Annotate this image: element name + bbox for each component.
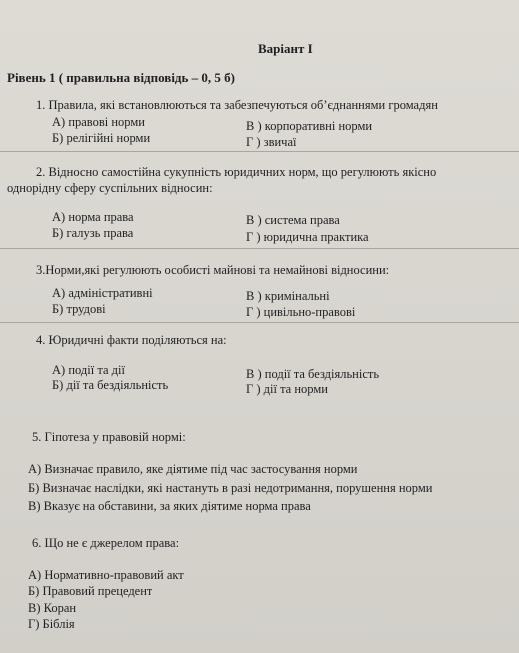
variant-title: Варіант І xyxy=(258,42,313,56)
level-heading: Рівень 1 ( правильна відповідь – 0, 5 б) xyxy=(7,71,235,85)
q1-option-g: Г ) звичаї xyxy=(246,135,297,149)
q4-option-v: В ) події та бездіяльність xyxy=(246,367,380,381)
question-2-cont: однорідну сферу суспільних відносин: xyxy=(7,181,213,195)
q6-option-v: В) Коран xyxy=(28,601,77,615)
q2-option-v: В ) система права xyxy=(246,213,340,227)
q5-option-v: В) Вказує на обставини, за яких діятиме норма права xyxy=(28,499,311,513)
q3-option-v: В ) кримінальні xyxy=(246,289,330,303)
question-5: 5. Гіпотеза у правовій нормі: xyxy=(32,430,186,444)
question-6: 6. Що не є джерелом права: xyxy=(32,536,180,550)
divider-1 xyxy=(0,151,519,152)
q4-option-g: Г ) дії та норми xyxy=(246,382,328,396)
q2-option-a: А) норма права xyxy=(52,210,134,224)
q5-option-a: А) Визначає правило, яке діятиме під час застосування норми xyxy=(28,462,358,476)
q6-option-a: А) Нормативно-правовий акт xyxy=(28,568,184,582)
q1-option-b: Б) релігійні норми xyxy=(52,131,151,145)
divider-2 xyxy=(0,248,519,249)
q3-option-a: А) адміністративні xyxy=(52,286,153,300)
q4-option-b: Б) дії та бездіяльність xyxy=(52,378,169,392)
q3-option-b: Б) трудові xyxy=(52,302,106,316)
question-4: 4. Юридичні факти поділяються на: xyxy=(36,333,227,347)
question-3: 3.Норми,які регулюють особисті майнові та немайнові відносини: xyxy=(36,263,390,277)
q2-option-b: Б) галузь права xyxy=(52,226,134,240)
divider-3 xyxy=(0,322,519,323)
q5-option-b: Б) Визначає наслідки, які настануть в разі недотримання, порушення норми xyxy=(28,481,433,495)
question-2: 2. Відносно самостійна сукупність юридичних норм, що регулюють якісно xyxy=(36,165,437,179)
q2-option-g: Г ) юридична практика xyxy=(246,230,369,244)
q6-option-g: Г) Біблія xyxy=(28,617,75,631)
q4-option-a: А) події та дії xyxy=(52,363,125,377)
q1-option-v: В ) корпоративні норми xyxy=(246,119,373,133)
q3-option-g: Г ) цивільно-правові xyxy=(246,305,356,319)
question-1: 1. Правила, які встановлюються та забезпечуються об’єднаннями громадян xyxy=(36,98,438,112)
q6-option-b: Б) Правовий прецедент xyxy=(28,584,153,598)
q1-option-a: А) правові норми xyxy=(52,115,145,129)
